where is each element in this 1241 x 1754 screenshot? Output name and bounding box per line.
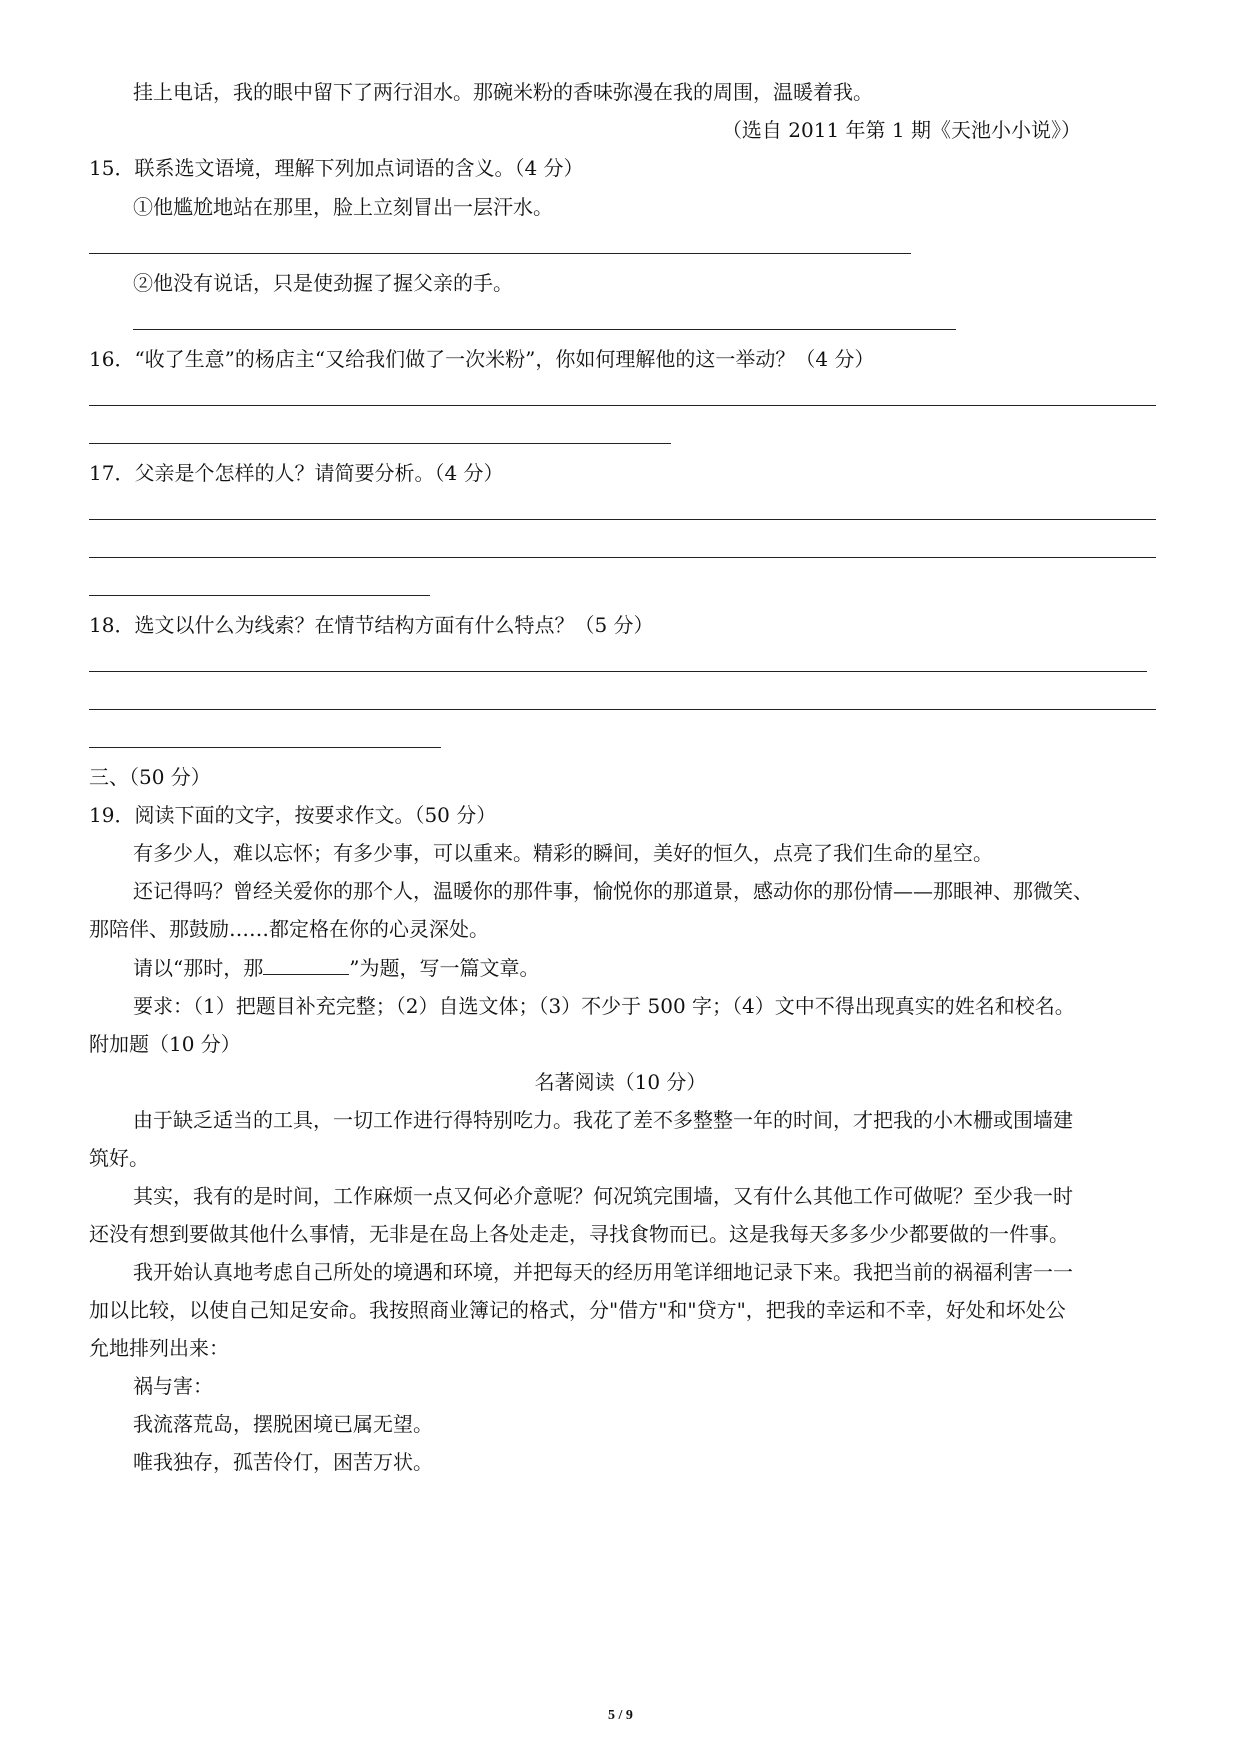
answer-line[interactable] xyxy=(89,747,441,748)
excerpt-paragraph: 其实，我有的是时间，工作麻烦一点又何必介意呢？何况筑完围墙，又有什么其他工作可做呢？至少我一时 xyxy=(133,1184,1073,1208)
story-ending: 挂上电话，我的眼中留下了两行泪水。那碗米粉的香味弥漫在我的周围，温暖着我。 xyxy=(133,80,873,104)
source-citation: （选自 2011 年第 1 期《天池小小说》） xyxy=(721,118,1081,142)
question-15-item-1: ①他尴尬地站在那里，脸上立刻冒出一层汗水。 xyxy=(133,195,553,219)
excerpt-line: 祸与害： xyxy=(133,1374,213,1398)
answer-line[interactable] xyxy=(89,557,1156,558)
question-15-item-2: ②他没有说话，只是使劲握了握父亲的手。 xyxy=(133,271,513,295)
excerpt-paragraph: 还没有想到要做其他什么事情，无非是在岛上各处走走，寻找食物而已。这是我每天多多少少都要做的一件事。 xyxy=(89,1222,1069,1246)
question-17: 17．父亲是个怎样的人？请简要分析。（4 分） xyxy=(89,461,504,485)
prompt-paragraph: 还记得吗？曾经关爱你的那个人，温暖你的那件事，愉悦你的那道景，感动你的那份情——那眼神、那微笑、 xyxy=(133,879,1093,903)
title-blank[interactable] xyxy=(263,954,349,975)
question-18: 18．选文以什么为线索？在情节结构方面有什么特点？（5 分） xyxy=(89,613,654,637)
answer-line[interactable] xyxy=(89,405,1156,406)
answer-line[interactable] xyxy=(89,253,911,254)
prompt-paragraph: 有多少人，难以忘怀；有多少事，可以重来。精彩的瞬间，美好的恒久，点亮了我们生命的星空。 xyxy=(133,841,993,865)
excerpt-line: 唯我独存，孤苦伶仃，困苦万状。 xyxy=(133,1450,433,1474)
answer-line[interactable] xyxy=(89,443,671,444)
answer-line[interactable] xyxy=(89,671,1147,672)
bonus-heading: 附加题（10 分） xyxy=(89,1032,241,1056)
answer-line[interactable] xyxy=(133,329,956,330)
prompt-paragraph: 那陪伴、那鼓励……都定格在你的心灵深处。 xyxy=(89,917,489,941)
excerpt-paragraph: 筑好。 xyxy=(89,1146,149,1170)
instruction-text: 请以“那时，那 xyxy=(133,956,264,980)
answer-line[interactable] xyxy=(89,595,430,596)
question-16: 16．“收了生意”的杨店主“又给我们做了一次米粉”，你如何理解他的这一举动？（4 分） xyxy=(89,347,875,371)
excerpt-paragraph: 由于缺乏适当的工具，一切工作进行得特别吃力。我花了差不多整整一年的时间，才把我的小木栅或围墙建 xyxy=(133,1108,1073,1132)
excerpt-paragraph: 我开始认真地考虑自己所处的境遇和环境，并把每天的经历用笔详细地记录下来。我把当前的祸福利害一一 xyxy=(133,1260,1073,1284)
section-3-heading: 三、（50 分） xyxy=(89,765,211,789)
excerpt-line: 我流落荒岛，摆脱困境已属无望。 xyxy=(133,1412,433,1436)
essay-title-instruction xyxy=(133,954,539,982)
answer-line[interactable] xyxy=(89,519,1156,520)
question-19: 19．阅读下面的文字，按要求作文。（50 分） xyxy=(89,803,497,827)
instruction-text: ”为题，写一篇文章。 xyxy=(349,956,540,980)
excerpt-paragraph: 允地排列出来： xyxy=(89,1336,229,1360)
question-15: 15．联系选文语境，理解下列加点词语的含义。（4 分） xyxy=(89,156,584,180)
bonus-subheading: 名著阅读（10 分） xyxy=(534,1070,707,1094)
page-number: 5 / 9 xyxy=(608,1708,633,1723)
essay-requirements: 要求：（1）把题目补充完整；（2）自选文体；（3）不少于 500 字；（4）文中不得出现真实的姓名和校名。 xyxy=(133,994,1075,1018)
answer-line[interactable] xyxy=(89,709,1156,710)
excerpt-paragraph: 加以比较，以使自己知足安命。我按照商业簿记的格式，分"借方"和"贷方"，把我的幸运和不幸，好处和坏处公 xyxy=(89,1298,1066,1322)
